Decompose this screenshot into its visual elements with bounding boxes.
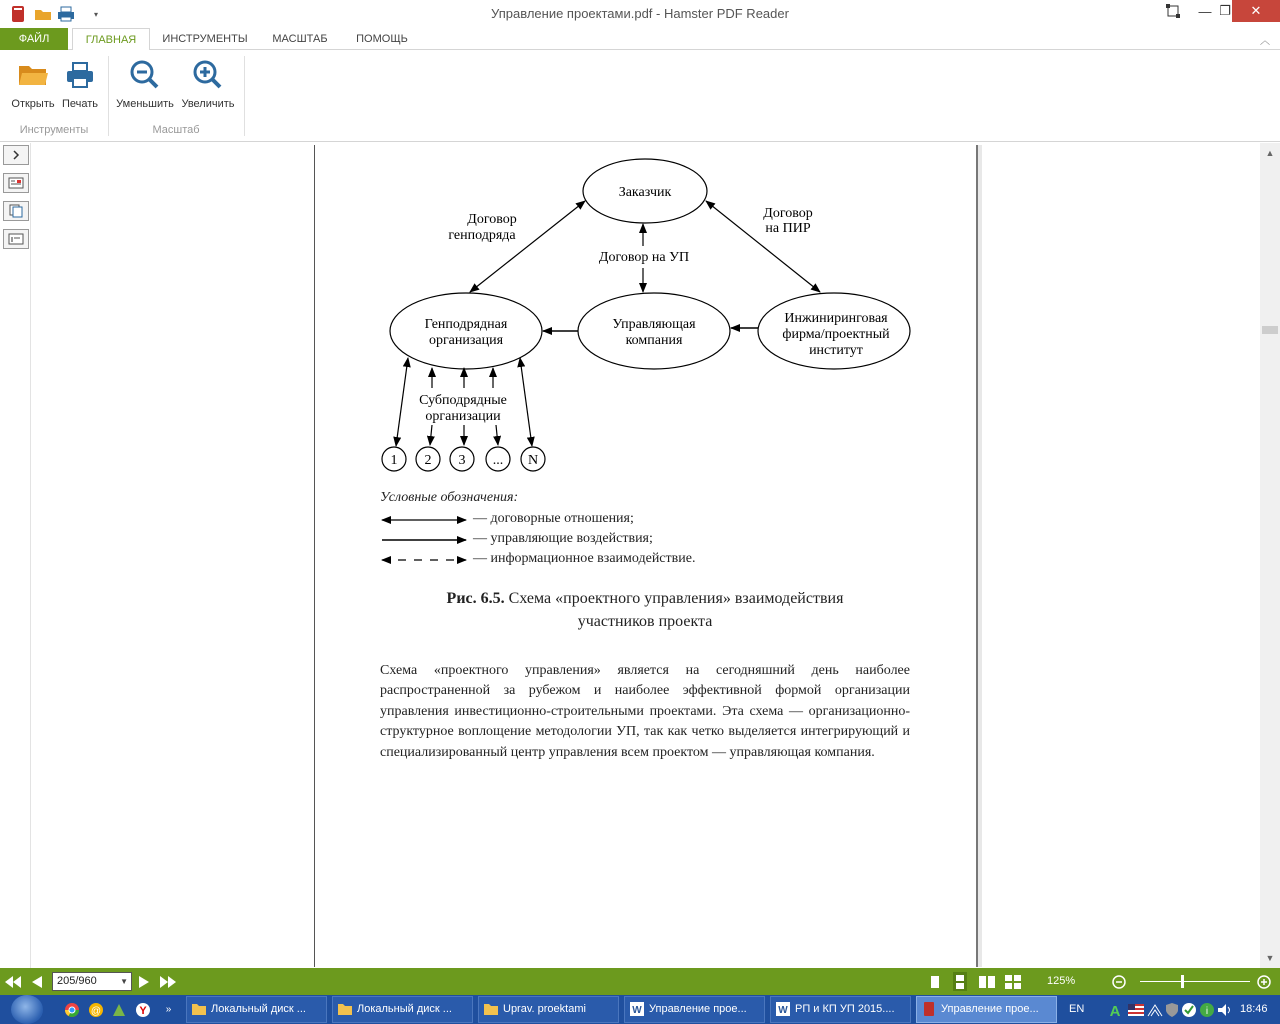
tab-home[interactable]: ГЛАВНАЯ <box>72 28 150 51</box>
volume-tray-icon[interactable] <box>1216 1001 1233 1018</box>
managing-company-label-1: Управляющая <box>612 317 696 332</box>
customer-label: Заказчик <box>618 185 672 200</box>
svg-text:@: @ <box>90 1005 101 1017</box>
zoom-in-small-icon[interactable] <box>1256 972 1272 991</box>
task-local-disk-2[interactable]: Локальный диск ... <box>332 996 473 1023</box>
more-apps-icon[interactable]: » <box>165 1004 172 1015</box>
arrow-subcontractor-n <box>520 358 532 446</box>
task-pdf-reader[interactable]: Управление прое... <box>916 996 1057 1023</box>
close-button[interactable]: ✕ <box>1232 0 1280 22</box>
status-bar <box>0 968 1280 995</box>
pir-contract-label-1: Договор <box>763 206 813 221</box>
utorrent-icon[interactable] <box>110 1001 127 1018</box>
svg-text:Y: Y <box>138 1004 147 1017</box>
two-page-continuous-icon[interactable] <box>1004 972 1022 991</box>
clock[interactable]: 18:46 <box>1240 1003 1268 1015</box>
chevron-down-icon[interactable]: ▼ <box>120 977 128 986</box>
node-label-n: N <box>527 453 539 468</box>
network-tray-icon[interactable] <box>1146 1001 1163 1018</box>
task-word-document[interactable]: W Управление прое... <box>624 996 765 1023</box>
pdf-reader-icon <box>922 1002 936 1016</box>
pir-contract-label-2: на ПИР <box>765 221 811 236</box>
general-contractor-label-2: организация <box>428 333 504 348</box>
check-tray-icon[interactable] <box>1180 1001 1197 1018</box>
node-label-3: 3 <box>458 453 466 468</box>
maximize-button[interactable]: ❐ <box>1219 3 1231 18</box>
general-contract-label-2: генподряда <box>448 228 516 243</box>
two-page-view-icon[interactable] <box>978 972 996 991</box>
scroll-up-icon[interactable]: ▲ <box>1265 148 1275 158</box>
group-label-tools: Инструменты <box>19 124 89 136</box>
folder-icon <box>192 1002 206 1016</box>
taskbar <box>0 995 1280 1024</box>
vertical-scrollbar[interactable] <box>1260 143 1280 968</box>
page-number-input[interactable]: 205/960 ▼ <box>52 972 132 991</box>
task-local-disk-1[interactable]: Локальный диск ... <box>186 996 327 1023</box>
shield-tray-icon[interactable] <box>1163 1001 1180 1018</box>
arrow-subcontractor-1 <box>396 358 408 446</box>
task-word-document-2[interactable]: W РП и КП УП 2015.... <box>770 996 911 1023</box>
subcontractors-label-2: организации <box>425 409 501 424</box>
zoom-out-button[interactable]: Уменьшить <box>112 58 178 118</box>
antivirus-tray-icon[interactable] <box>1106 1001 1123 1018</box>
folder-icon <box>484 1002 498 1016</box>
folder-icon <box>338 1002 352 1016</box>
svg-text:i: i <box>1205 1005 1208 1017</box>
customize-quick-access-icon[interactable]: ▾ <box>93 9 98 19</box>
minimize-button[interactable]: — <box>1198 3 1212 19</box>
print-button[interactable]: Печать <box>58 58 102 118</box>
scroll-thumb[interactable] <box>1262 326 1278 334</box>
mail-icon[interactable] <box>87 1001 104 1018</box>
arrow-sub-down-3 <box>496 425 498 445</box>
language-indicator[interactable]: EN <box>1069 1003 1085 1015</box>
arrow-sub-down-1 <box>430 425 432 445</box>
engineering-label-2: фирма/проектный <box>782 327 890 342</box>
word-icon <box>776 1002 790 1016</box>
figure-caption-line-1: Рис. 6.5. Схема «проектного управления» взаимодействия <box>446 590 844 607</box>
zoom-level: 125% <box>1047 975 1076 987</box>
svg-text:W: W <box>778 1005 788 1016</box>
node-label-2: 2 <box>424 453 432 468</box>
tab-help[interactable]: ПОМОЩЬ <box>356 33 408 45</box>
legend-item-management: — управляющие воздействия; <box>473 531 653 546</box>
general-contractor-label-1: Генподрядная <box>424 317 508 332</box>
group-label-scale: Масштаб <box>152 124 200 136</box>
continuous-view-icon[interactable] <box>953 972 967 991</box>
svg-text:A: A <box>1109 1002 1120 1018</box>
tab-scale[interactable]: МАСШТАБ <box>272 33 328 45</box>
scroll-down-icon[interactable]: ▼ <box>1265 953 1275 963</box>
zoom-slider-track[interactable] <box>1140 981 1250 982</box>
zoom-in-button[interactable]: Увеличить <box>178 58 238 118</box>
info-tray-icon[interactable] <box>1198 1001 1215 1018</box>
engineering-label-1: Инжиниринговая <box>784 311 888 326</box>
zoom-slider-thumb[interactable] <box>1181 975 1184 988</box>
svg-text:W: W <box>632 1005 642 1016</box>
chrome-icon[interactable] <box>63 1001 80 1018</box>
node-label-1: 1 <box>390 453 398 468</box>
body-paragraph: Схема «проектного управления» является на сегодняшний день наиболее распространенной за рубежом и наиболее эффективной формой организации управления инвестиционно-строительными проектами. Эта схема — организационно-структурное воплощение методологии УП, так как четко выделяется интегрирующий и специализированный центр управления всем проектом — управляющая компания. <box>380 663 910 760</box>
engineering-label-3: институт <box>809 343 863 358</box>
window-title: Управление проектами.pdf - Hamster PDF Reader <box>491 6 789 21</box>
general-contract-label-1: Договор <box>467 212 517 227</box>
managing-company-label-2: компания <box>625 333 683 348</box>
subcontractors-label-1: Субподрядные <box>419 393 507 408</box>
next-page-icon[interactable] <box>137 972 151 991</box>
ribbon-collapse-icon[interactable]: ︿ <box>1260 36 1270 47</box>
start-button[interactable] <box>11 995 43 1024</box>
zoom-out-small-icon[interactable] <box>1111 972 1127 991</box>
open-button[interactable]: Открыть <box>8 58 58 118</box>
word-icon <box>630 1002 644 1016</box>
figure-caption-line-2: участников проекта <box>577 613 713 630</box>
last-page-icon[interactable] <box>159 972 177 991</box>
single-page-view-icon[interactable] <box>929 972 941 991</box>
prev-page-icon[interactable] <box>30 972 44 991</box>
flag-tray-icon[interactable] <box>1127 1001 1144 1018</box>
task-uprav-proektami[interactable]: Uprav. proektami <box>478 996 619 1023</box>
first-page-icon[interactable] <box>4 972 22 991</box>
yandex-browser-icon[interactable] <box>134 1001 151 1018</box>
tab-tools[interactable]: ИНСТРУМЕНТЫ <box>162 33 248 45</box>
tab-file[interactable]: ФАЙЛ <box>0 28 68 50</box>
node-label-more: ... <box>492 453 504 468</box>
legend-item-contract: — договорные отношения; <box>473 511 634 526</box>
up-contract-label: Договор на УП <box>598 250 690 265</box>
legend-item-information: — информационное взаимодействие. <box>473 551 696 566</box>
legend-title: Условные обозначения: <box>380 490 519 505</box>
